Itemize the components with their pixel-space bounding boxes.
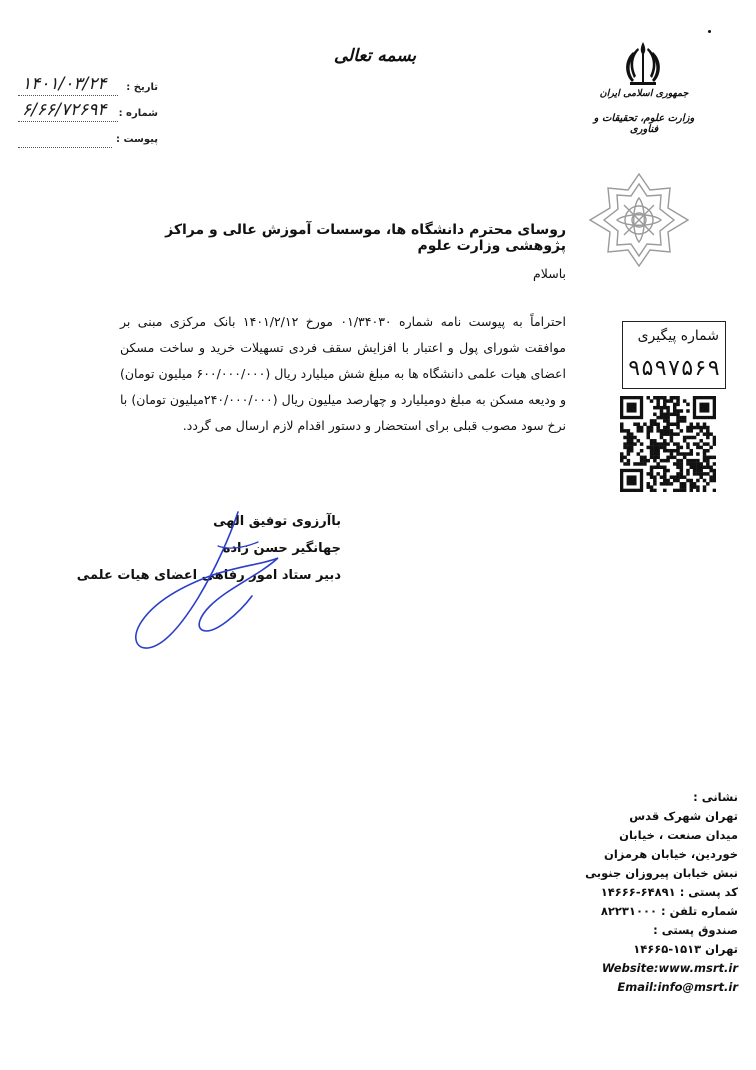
date-label: تاریخ : <box>126 82 158 93</box>
closing-phrase: باآرزوی توفیق الهی <box>213 514 341 529</box>
letter-body: احتراماً به پیوست نامه شماره ۰۱/۳۴۰۳۰ مورخ ۱۴۰۱/۲/۱۲ بانک مرکزی مبنی بر موافقت شورای پول و اعتبار با افزایش سقف فردی تسهیلات خرید و ساخت مسکن اعضای هیات علمی دانشگاه ها به مبلغ شش میلیارد ریال (۶۰۰/۰۰۰/۰۰۰ میلیون تومان) و ودیعه مسکن به مبلغ دومیلیارد و چهارصد میلیون ریال (۲۴۰/۰۰۰/۰۰۰میلیون تومان) با نرخ سود مصوب قبلی برای استحضار و دستور اقدام لازم ارسال می گردد. <box>120 314 566 433</box>
address-line-3: خوردین، خیابان هرمزان <box>604 847 738 861</box>
phone-number: شماره تلفن : ۸۲۲۳۱۰۰۰ <box>600 904 738 918</box>
date-value: ۱۴۰۱/۰۳/۲۴ <box>22 74 107 94</box>
pobox-value: تهران ۱۵۱۳-۱۴۶۶۵ <box>633 942 738 956</box>
letter-heading: بسمه تعالی <box>333 46 417 66</box>
address-line-1: تهران شهرک قدس <box>629 809 738 823</box>
number-label: شماره : <box>118 108 158 119</box>
address-line-2: میدان صنعت ، خیابان <box>619 828 738 842</box>
attachment-field <box>18 132 158 152</box>
corner-dot <box>708 30 711 33</box>
address-line-4: نبش خیابان پیروزان جنوبی <box>585 866 738 880</box>
signer-name: جهانگیر حسن زاده <box>222 541 341 556</box>
greeting: باسلام <box>533 266 566 281</box>
tracking-number: ۹۵۹۷۵۶۹ <box>627 356 721 381</box>
attachment-label: پیوست : <box>115 134 158 145</box>
iran-emblem-logo <box>616 38 672 90</box>
recipient-line: روسای محترم دانشگاه ها، موسسات آموزش عالی و مراکز پژوهشی وزارت علوم <box>165 222 566 254</box>
handwritten-signature <box>118 506 298 656</box>
qr-code[interactable] <box>620 396 716 492</box>
tracking-label: شماره پیگیری <box>637 328 719 344</box>
date-field <box>18 74 158 100</box>
signer-title: دبیر ستاد امور رفاهی اعضای هیات علمی <box>76 568 341 583</box>
address-block <box>580 788 738 997</box>
pobox-label: صندوق پستی : <box>653 923 738 937</box>
website-link[interactable]: Website:www.msrt.ir <box>601 961 738 975</box>
number-value: ۶/۶۶/۷۲۶۹۴ <box>22 100 107 120</box>
address-heading: نشانی : <box>693 790 738 804</box>
ornament-graphic <box>584 170 694 270</box>
postal-code: کد پستی : ۶۴۸۹۱-۱۴۶۶۶ <box>600 885 738 899</box>
tracking-number-box <box>622 321 726 389</box>
emblem-caption-ministry: وزارت علوم، تحقیقات و فناوری <box>593 113 695 135</box>
email-link[interactable]: Email:info@msrt.ir <box>617 980 738 994</box>
number-field <box>18 100 158 126</box>
emblem-caption-country: جمهوری اسلامی ایران <box>599 88 689 99</box>
